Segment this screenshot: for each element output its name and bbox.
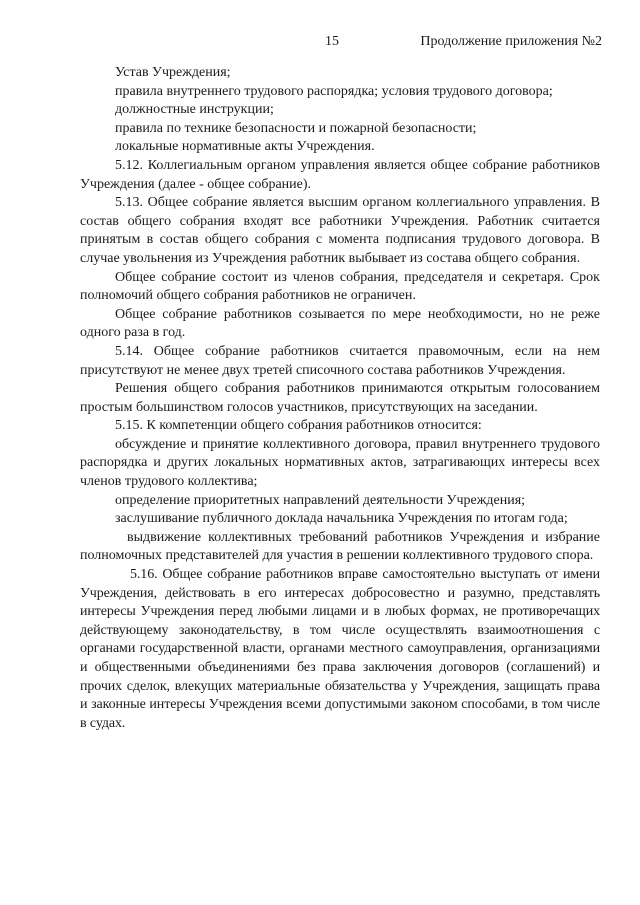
paragraph-competence-report: заслушивание публичного доклада начальника Учреждения по итогам года;	[115, 511, 568, 527]
document-body	[80, 64, 600, 733]
paragraph-assembly-composition: Общее собрание состоит из членов собрания, председателя и секретаря. Срок полномочий общего собрания работников не ограничен.	[80, 269, 600, 304]
paragraph-assembly-convening: Общее собрание работников созывается по мере необходимости, но не реже одного раза в год.	[80, 306, 600, 341]
paragraph-5-16: 5.16. Общее собрание работников вправе самостоятельно выступать от имени Учреждения, действовать в его интересах добросовестно и разумно, представлять интересы Учреждения перед любыми лицами и в любых формах, не противоречащих действующему законодательству, в том числе осуществлять взаимоотношения с органами государственной власти, органами местного самоуправления, организациями и общественными объединениями без права заключения договоров (соглашений) и прочих сделок, влекущих материальные обязательства у Учреждения, защищать права и законные интересы Учреждения всеми допустимыми законом способами, в том числе в судах.	[80, 567, 600, 731]
paragraph-5-13: 5.13. Общее собрание является высшим органом коллегиального управления. В состав общего собрания входят все работники Учреждения. Работник считается принятым в состав общего собрания с момента подписания трудового договора. В случае увольнения из Учреждения работник выбывает из состава общего собрания.	[80, 195, 600, 266]
paragraph-safety-rules: правила по технике безопасности и пожарной безопасности;	[115, 120, 477, 136]
paragraph-internal-rules: правила внутреннего трудового распорядка; условия трудового договора;	[115, 83, 553, 99]
paragraph-competence-agreement: обсуждение и принятие коллективного договора, правил внутреннего трудового распорядка и других локальных нормативных актов, затрагивающих интересы всех членов трудового коллектива;	[80, 436, 600, 490]
paragraph-5-15: 5.15. К компетенции общего собрания работников относится:	[115, 418, 482, 434]
paragraph-local-acts: локальные нормативные акты Учреждения.	[115, 139, 375, 155]
paragraph-competence-priorities: определение приоритетных направлений деятельности Учреждения;	[115, 492, 526, 508]
appendix-label: Продолжение приложения №2	[420, 34, 602, 49]
paragraph-charter: Устав Учреждения;	[115, 65, 231, 80]
paragraph-competence-demands: выдвижение коллективных требований работников Учреждения и избрание полномочных представителей для участия в решении коллективного трудового спора.	[80, 529, 600, 564]
paragraph-5-14: 5.14. Общее собрание работников считается правомочным, если на нем присутствуют не менее двух третей списочного состава работников Учреждения.	[80, 343, 600, 378]
paragraph-decisions: Решения общего собрания работников принимаются открытым голосованием простым большинством голосов участников, присутствующих на заседании.	[80, 381, 600, 415]
paragraph-5-12: 5.12. Коллегиальным органом управления является общее собрание работников Учреждения (далее - общее собрание).	[80, 157, 600, 192]
paragraph-job-instructions: должностные инструкции;	[115, 102, 274, 118]
page-number: 15	[325, 34, 339, 49]
